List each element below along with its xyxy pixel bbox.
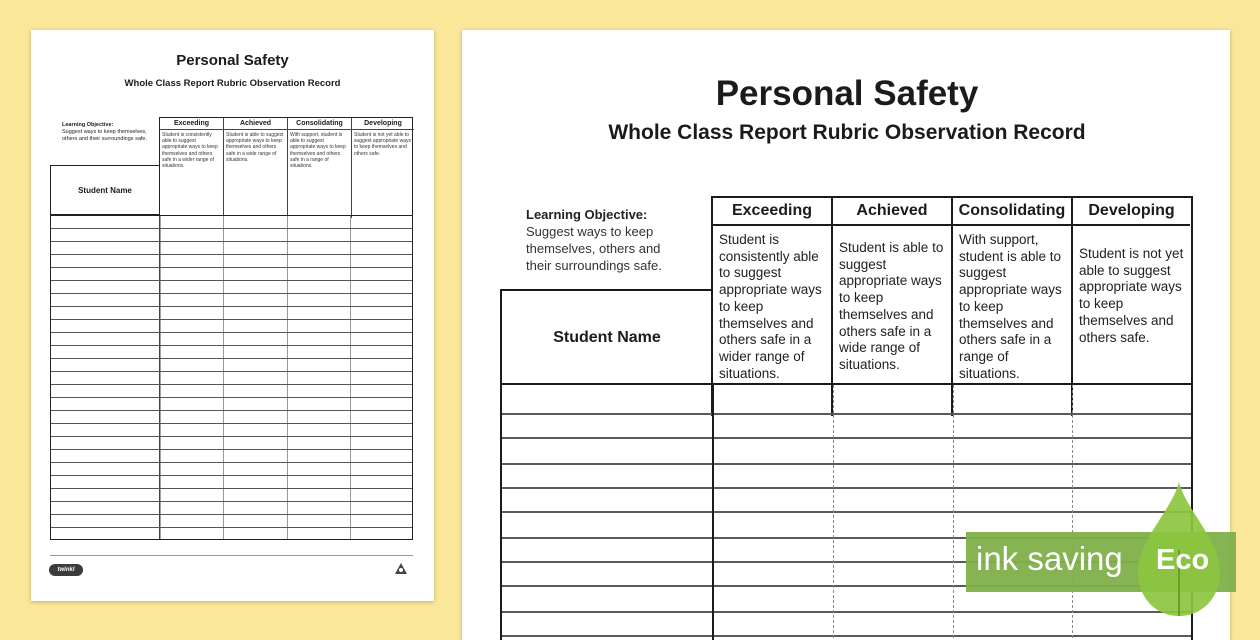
row-divider — [502, 463, 1191, 465]
column-description: Student is not yet able to suggest appropriate ways to keep themselves and others safe. — [1079, 246, 1184, 345]
learning-objective-label: Learning Objective: — [526, 207, 648, 222]
thumb-student-rows — [50, 215, 413, 540]
thumb-subtitle: Whole Class Report Rubric Observation Record — [124, 78, 341, 89]
thumb-learning-objective — [62, 122, 157, 143]
learning-objective — [526, 206, 686, 274]
thumb-student-name-header: Student Name — [50, 165, 159, 215]
thumb-col-achieved — [224, 118, 288, 218]
column-name: Consolidating — [953, 198, 1071, 226]
thumb-col-exceeding — [160, 118, 224, 218]
thumb-lo-label: Learning Objective: — [62, 122, 114, 128]
column-name: Achieved — [833, 198, 951, 226]
page-title: Personal Safety — [715, 74, 979, 113]
stamp-icon — [393, 560, 409, 576]
column-description: Student is consistently able to suggest appropriate ways to keep themselves and others safe in a wider range of situations. — [719, 232, 822, 381]
column-divider — [953, 385, 954, 640]
thumb-col-name: Exceeding — [160, 118, 223, 130]
column-description: With support, student is able to suggest appropriate ways to keep themselves and others safe in a range of situations. — [959, 232, 1062, 381]
thumb-col-name: Developing — [352, 118, 414, 130]
thumb-col-developing — [352, 118, 414, 218]
row-divider — [502, 413, 1191, 415]
column-description: Student is able to suggest appropriate ways to keep themselves and others safe in a wide range of situations. — [839, 240, 944, 372]
thumb-lo-text: Suggest ways to keep themselves, others and their surroundings safe. — [62, 129, 147, 142]
badge-label: ink saving — [976, 540, 1123, 577]
column-name: Developing — [1073, 198, 1190, 226]
ink-saving-badge — [966, 480, 1260, 630]
thumb-col-desc: Student is consistently able to suggest appropriate ways to keep themselves and others safe in a wider range of situations. — [162, 132, 218, 170]
thumb-col-name: Consolidating — [288, 118, 351, 130]
column-divider — [712, 385, 714, 640]
thumb-col-desc: With support, student is able to suggest appropriate ways to keep themselves and others safe in a range of situations. — [290, 132, 346, 170]
badge-eco-text: Eco — [1156, 544, 1210, 576]
thumb-title: Personal Safety — [176, 52, 289, 69]
thumbnail-sheet[interactable] — [31, 30, 434, 601]
learning-objective-text: Suggest ways to keep themselves, others and their surroundings safe. — [526, 224, 662, 273]
thumb-col-consolidating — [288, 118, 352, 218]
page-subtitle: Whole Class Report Rubric Observation Record — [608, 121, 1086, 144]
row-divider — [502, 437, 1191, 439]
thumb-col-name: Achieved — [224, 118, 287, 130]
column-name: Exceeding — [713, 198, 831, 226]
column-divider — [833, 385, 834, 640]
thumb-col-desc: Student is able to suggest appropriate ways to keep themselves and others safe in a wide range of situations. — [226, 132, 284, 163]
thumb-footer-line — [50, 555, 413, 556]
thumb-col-desc: Student is not yet able to suggest appropriate ways to keep themselves and others safe. — [354, 132, 411, 157]
row-divider — [502, 635, 1191, 637]
twinkl-logo: twinkl — [49, 564, 83, 576]
student-name-header: Student Name — [500, 289, 712, 385]
thumb-rubric-header — [159, 117, 413, 218]
